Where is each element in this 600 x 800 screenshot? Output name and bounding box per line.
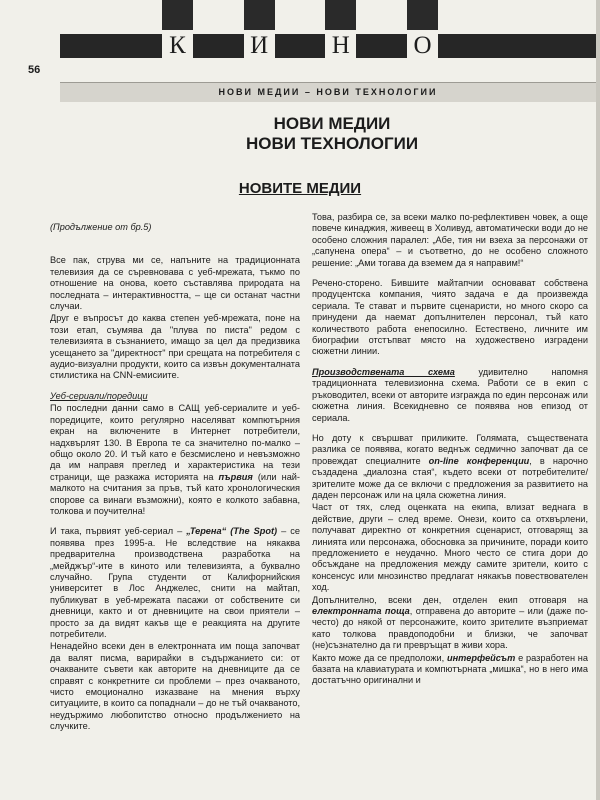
paragraph: Речено-сторено. Бившите майтапчии основават собствена продуцентска компания, чиято задача е да произвежда сериала. Те стават и първите сценаристи, но много скоро са принудени да наемат допълнителен персонал, тъй като количеството работа енепосилно. Естествено, личните им биографии отстъпват място на художествено изградени сюжетни линии. [312,278,588,357]
right-column [312,212,588,688]
article-title-line: НОВИ МЕДИИ [273,114,391,133]
continuation-note: (Продължение от бр.5) [50,222,152,232]
emphasis: първия [218,471,253,482]
section-heading-text: Уеб-сериали/поредици [50,390,148,401]
masthead-letter: И [244,30,275,62]
paragraph: Производствената схема удивително напомня традиционната телевизионна схема. Работи се в екип с ръководител, всеки от авторите изгражда по един персонаж или сюжетна линия. Всекидневно се появява нов епизод от сериала. [312,366,588,423]
masthead-logo [162,30,438,62]
masthead-bar [325,0,356,34]
emphasis: Производствената схема [312,366,455,377]
left-column [50,222,300,742]
paragraph: Но доту к свършват приликите. Голямата, съществената разлика се появява, когато веднъж седмично започват да се провеждат специалните on-line конференции, в нарочно създадена „диалозна стая“, където всеки от потребителите/зрителите може да се включи с предложения за развитието на даден персонаж или на цяла сюжетна линия. [312,432,588,500]
paragraph: Допълнително, всеки ден, отделен екип отговаря на електронната поща, отправена до авторите – или (даже по-често) до някой от персонажите, които зрителите възприемат като толкова правдоподобни и близки, че започват (не)съзнателно да ги превръщат в живи хора. [312,594,588,651]
emphasis: интерфейсът [447,652,516,663]
paragraph: И така, първият уеб-сериал – „Терена“ (The Spot) – се появява през 1995-а. Не вследствие на някаква предварителна производствена разработка на „мейджър“-ите в киното или телевизията, а буквално случайно. Група студенти от Калифорнийския университет в Лос Анджелес, снити на майтап, публикуват в уеб-мрежата пасажи от собствените си дневници, както и от дневниците на свои приятели – просто за да видят какъв ще е реакцията на другите потребители. [50,526,300,639]
paragraph: Ненадейно всеки ден в електронната им поща започват да валят писма, варирайки в съдържанието си: от очакваните съвети как авторите на дневниците да се справят с конкретните си проблеми – през очакваното, чисто емоционално изказване на мнения върху ситуациите, в които са попаднали – до не тъй очакваното, неудържимо любопитство относно продължението на случките. [50,641,300,732]
masthead-bar [162,0,193,34]
paragraph: По последни данни само в САЩ уеб-сериалите и уеб-поредиците, които регулярно населяват компютърния екран на включените в Интернет потребители, надхвърлят 130. В Европа те са значително по-малко – общо около 20. И тъй като е безсмислено и невъзможно да им направя преглед и характеристика на тези страници, ще разкажа историята на първия (или най-малкото на считания за пръв, тъй като хронологическия спорове са винаги възможни), която е колкото забавна, толкова и поучителна! [50,403,300,516]
emphasis: „Терена“ (The Spot) [186,526,278,537]
masthead-bars [162,0,438,34]
emphasis: on-line конференции [428,455,530,466]
paragraph: Това, разбира се, за всеки малко по-рефлективен човек, а още повече кинаджия, живеещ в Холивуд, автоматически води до не особено сложния паралел: „Абе, тия ни взеха за персонажи от „сапунена опера“ – и съответно, до не особено сложното решение: „Ами тогава да вземем да я направим!“ [312,212,588,268]
article-title [32,114,600,154]
article-title-line: НОВИ ТЕХНОЛОГИИ [245,134,419,153]
article-subtitle: НОВИТЕ МЕДИИ [238,180,362,197]
masthead-bar [407,0,438,34]
paragraph: Друг е въпросът до каква степен уеб-мрежата, поне на този етап, съумява да "плува по писта" редом с телевизията в съзнанието, имащо за цел да предизвика усещането за "директност" при срещата на потребителя с аудио-визуални продукти, които са извън документалната стилистика на CNN-емисиите. [50,313,300,381]
emphasis: електронната поща [312,606,410,616]
masthead-letter: Н [325,30,356,62]
section-header: НОВИ МЕДИИ – НОВИ ТЕХНОЛОГИИ [60,82,596,102]
paragraph: Част от тях, след оценката на екипа, влизат веднага в действие, други – след време. Онези, които са отхвърлени, получават директно от конкретния сценарист, отговарящ за линията или персонажа, обосновка за причините, поради които предложението е неудачно. Много често се стига дори до обсъждане на предложения между самите зрители, които с консенсус или мнозинство предлагат някакъв повествователен ход. [312,502,588,593]
masthead-letter: О [407,30,438,62]
masthead-bar [244,0,275,34]
paragraph: Все пак, струва ми се, напъните на традиционната телевизия да се съревновава с уеб-мрежата, тъкмо по отношение на онова, което съставлява природата на последната – интерактивността, – ще си останат частни случаи. [50,255,300,312]
section-heading [50,391,300,402]
paragraph: Както може да се предположи, интерфейсът е разработен на базата на клавиатурата и компютърната „мишка“, но в него има достатъчно оригинални и [312,652,588,686]
page-number: 56 [28,64,41,76]
masthead-letter: К [162,30,193,62]
